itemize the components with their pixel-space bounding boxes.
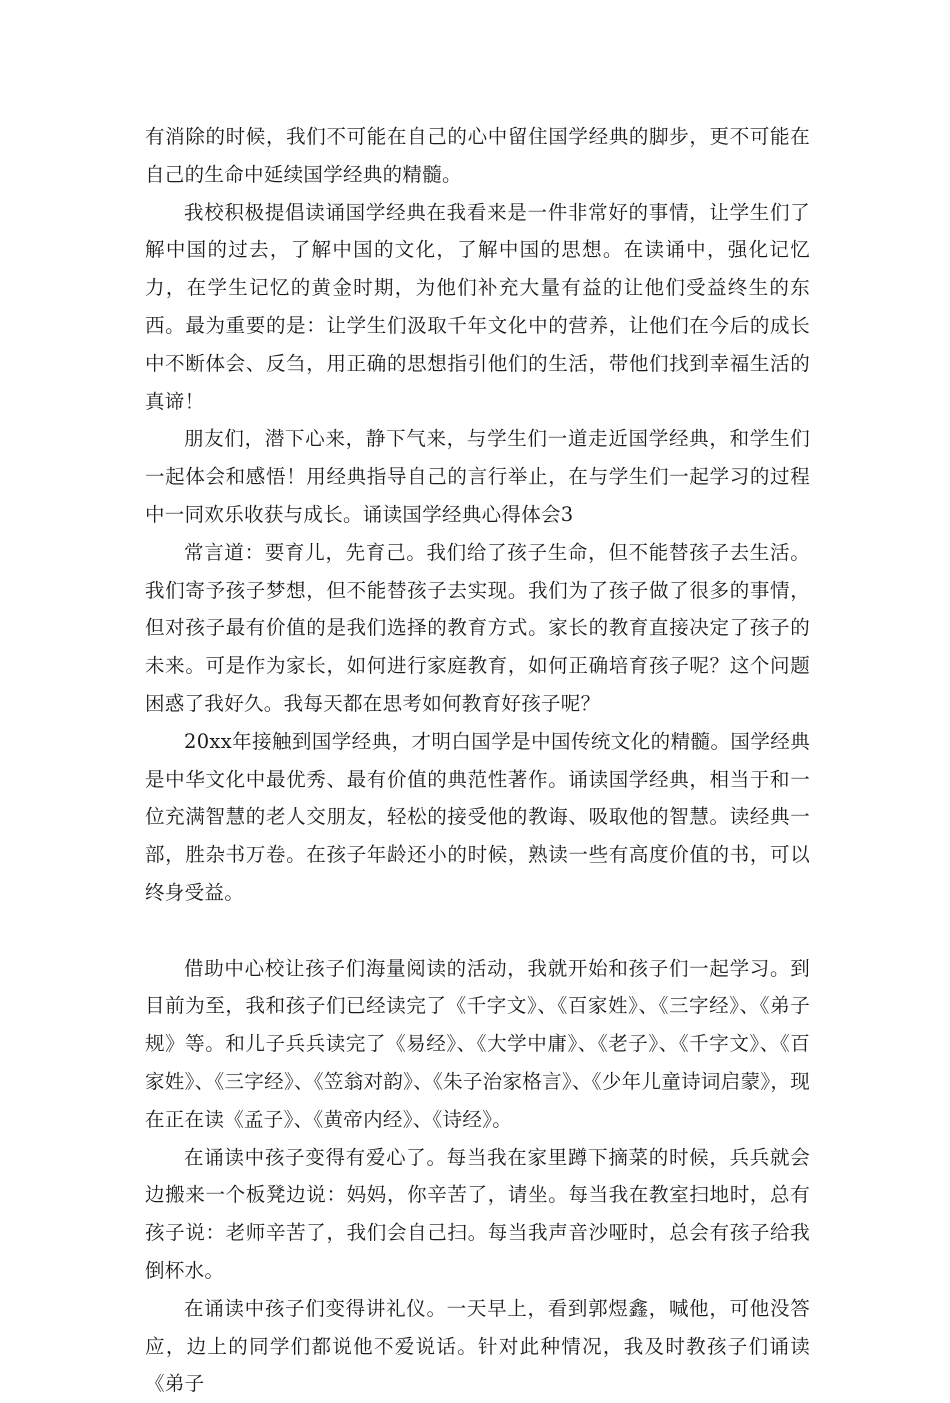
paragraph-7: 在诵读中孩子变得有爱心了。每当我在家里蹲下摘菜的时候，兵兵就会边搬来一个板凳边说：妈妈，你辛苦了，请坐。每当我在教室扫地时，总有孩子说：老师辛苦了，我们会自己扫。每当我声音沙哑时，总会有孩子给我倒杯水。	[145, 1145, 810, 1282]
paragraph-5: 20xx年接触到国学经典，才明白国学是中国传统文化的精髓。国学经典是中华文化中最优秀、最有价值的典范性著作。诵读国学经典，相当于和一位充满智慧的老人交朋友，轻松的接受他的教诲、吸取他的智慧。读经典一部，胜杂书万卷。在孩子年龄还小的时候，熟读一些有高度价值的书，可以终身受益。	[145, 729, 810, 904]
paragraph-3: 朋友们，潜下心来，静下气来，与学生们一道走近国学经典，和学生们一起体会和感悟！用经典指导自己的言行举止，在与学生们一起学习的过程中一同欢乐收获与成长。诵读国学经典心得体会3	[145, 427, 810, 526]
body-text	[145, 118, 810, 1403]
paragraph-6: 借助中心校让孩子们海量阅读的活动，我就开始和孩子们一起学习。到目前为至，我和孩子们已经读完了《千字文》、《百家姓》、《三字经》、《弟子规》等。和儿子兵兵读完了《易经》、《大学中庸》、《老子》、《千字文》、《百家姓》、《三字经》、《笠翁对韵》、《朱子治家格言》、《少年儿童诗词启蒙》，现在正在读《孟子》、《黄帝内经》、《诗经》。	[145, 956, 810, 1131]
paragraph-8: 在诵读中孩子们变得讲礼仪。一天早上，看到郭煜鑫，喊他，可他没答应，边上的同学们都说他不爱说话。针对此种情况，我及时教孩子们诵读《弟子	[145, 1296, 810, 1396]
paragraph-4: 常言道：要育儿，先育己。我们给了孩子生命，但不能替孩子去生活。我们寄予孩子梦想，但不能替孩子去实现。我们为了孩子做了很多的事情，但对孩子最有价值的是我们选择的教育方式。家长的教育直接决定了孩子的未来。可是作为家长，如何进行家庭教育，如何正确培育孩子呢？这个问题困惑了我好久。我每天都在思考如何教育好孩子呢？	[145, 540, 810, 715]
paragraph-1: 有消除的时候，我们不可能在自己的心中留住国学经典的脚步，更不可能在自己的生命中延续国学经典的精髓。	[145, 125, 810, 186]
paragraph-2: 我校积极提倡读诵国学经典在我看来是一件非常好的事情，让学生们了解中国的过去，了解中国的文化，了解中国的思想。在读诵中，强化记忆力，在学生记忆的黄金时期，为他们补充大量有益的让他们受益终生的东西。最为重要的是：让学生们汲取千年文化中的营养，让他们在今后的成长中不断体会、反刍，用正确的思想指引他们的生活，带他们找到幸福生活的真谛！	[145, 200, 810, 413]
